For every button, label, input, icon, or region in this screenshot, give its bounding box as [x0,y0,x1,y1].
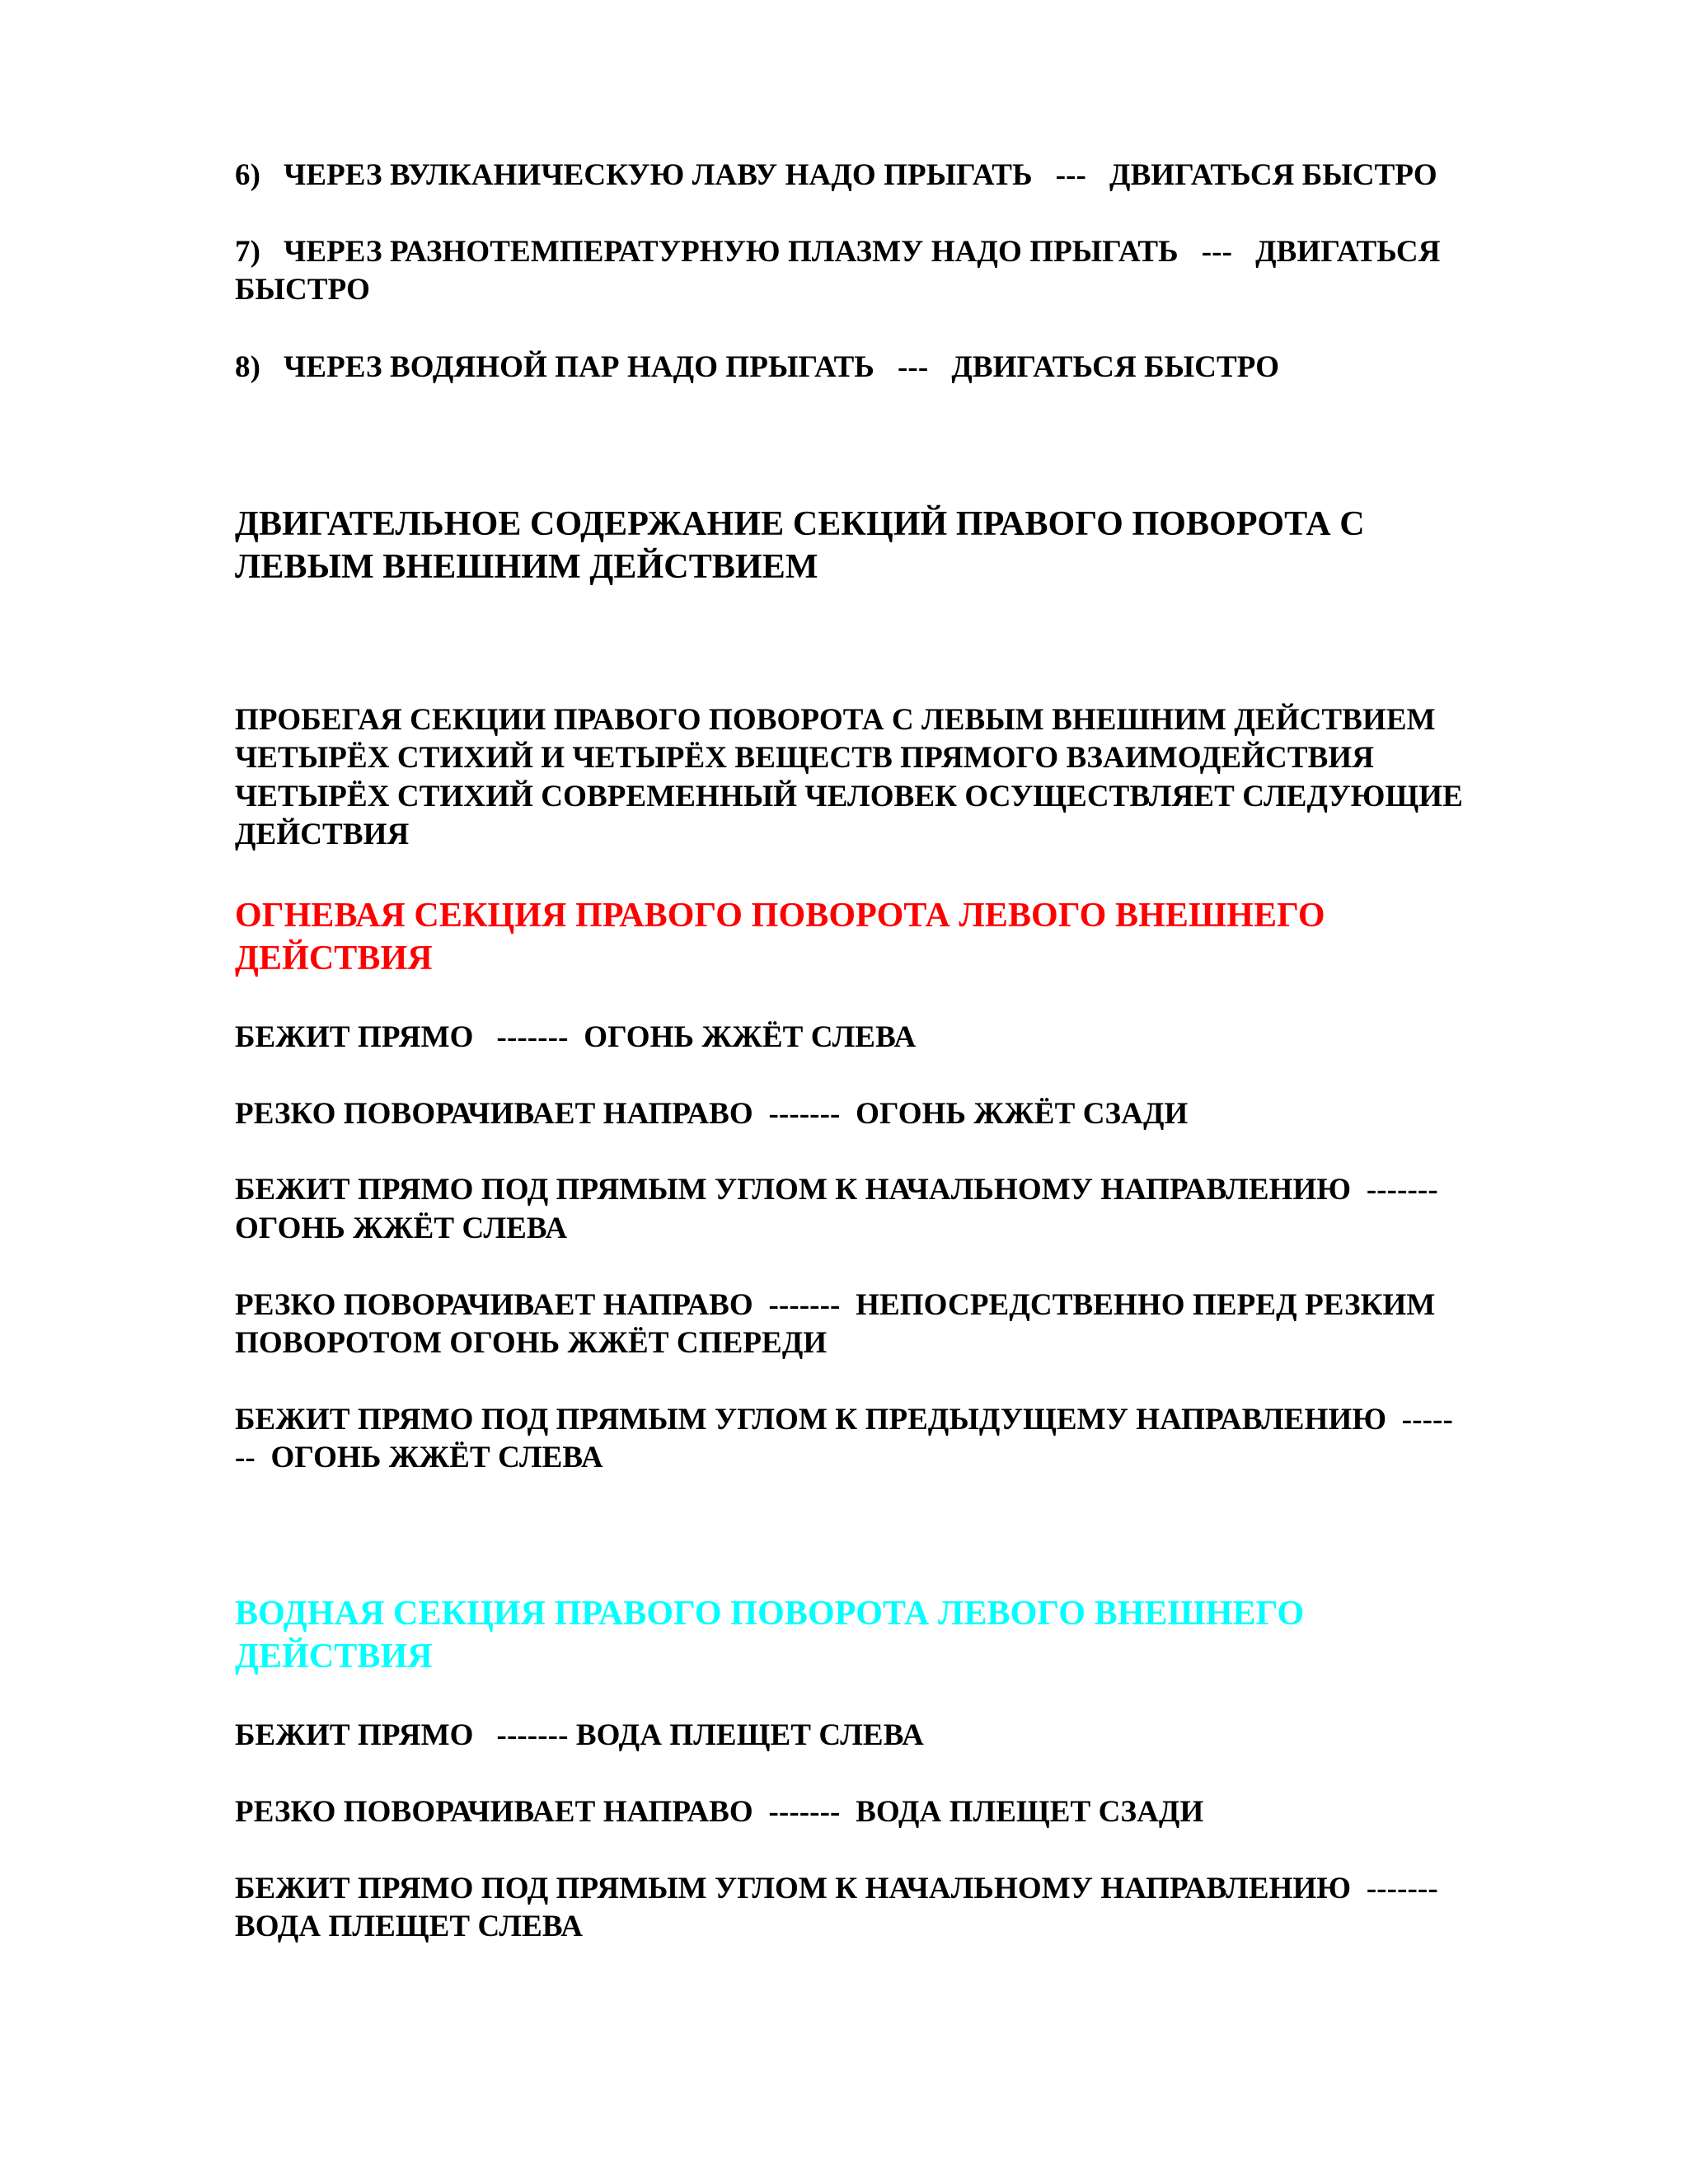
water-line-2: РЕЗКО ПОВОРАЧИВАЕТ НАПРАВО ------- ВОДА ПЛЕЩЕТ СЗАДИ [235,1795,1204,1829]
water-section-title-line-1: ВОДНАЯ СЕКЦИЯ ПРАВОГО ПОВОРОТА ЛЕВОГО ВНЕШНЕГО [235,1595,1305,1633]
list-item-6: 6) ЧЕРЕЗ ВУЛКАНИЧЕСКУЮ ЛАВУ НАДО ПРЫГАТЬ --- ДВИГАТЬСЯ БЫСТРО [235,158,1437,192]
water-line-3-continued: ВОДА ПЛЕЩЕТ СЛЕВА [235,1910,584,1943]
water-line-3: БЕЖИТ ПРЯМО ПОД ПРЯМЫМ УГЛОМ К НАЧАЛЬНОМУ НАПРАВЛЕНИЮ ------- [235,1872,1438,1905]
fire-line-3: БЕЖИТ ПРЯМО ПОД ПРЯМЫМ УГЛОМ К НАЧАЛЬНОМУ НАПРАВЛЕНИЮ ------- [235,1173,1438,1207]
section-heading-line-1: ДВИГАТЕЛЬНОЕ СОДЕРЖАНИЕ СЕКЦИЙ ПРАВОГО ПОВОРОТА С [235,505,1365,543]
fire-line-5: БЕЖИТ ПРЯМО ПОД ПРЯМЫМ УГЛОМ К ПРЕДЫДУЩЕМУ НАПРАВЛЕНИЮ ----- [235,1403,1453,1436]
fire-line-3-continued: ОГОНЬ ЖЖЁТ СЛЕВА [235,1212,568,1245]
intro-line-3: ЧЕТЫРЁХ СТИХИЙ СОВРЕМЕННЫЙ ЧЕЛОВЕК ОСУЩЕСТВЛЯЕТ СЛЕДУЮЩИЕ [235,780,1463,813]
water-line-1: БЕЖИТ ПРЯМО ------- ВОДА ПЛЕЩЕТ СЛЕВА [235,1718,924,1752]
fire-line-5-continued: -- ОГОНЬ ЖЖЁТ СЛЕВА [235,1441,603,1474]
list-item-7: 7) ЧЕРЕЗ РАЗНОТЕМПЕРАТУРНУЮ ПЛАЗМУ НАДО ПРЫГАТЬ --- ДВИГАТЬСЯ [235,235,1441,269]
section-heading-line-2: ЛЕВЫМ ВНЕШНИМ ДЕЙСТВИЕМ [235,548,818,586]
fire-line-1: БЕЖИТ ПРЯМО ------- ОГОНЬ ЖЖЁТ СЛЕВА [235,1020,917,1054]
intro-line-2: ЧЕТЫРЁХ СТИХИЙ И ЧЕТЫРЁХ ВЕЩЕСТВ ПРЯМОГО ВЗАИМОДЕЙСТВИЯ [235,741,1375,775]
fire-line-2: РЕЗКО ПОВОРАЧИВАЕТ НАПРАВО ------- ОГОНЬ ЖЖЁТ СЗАДИ [235,1097,1189,1131]
fire-section-title-line-1: ОГНЕВАЯ СЕКЦИЯ ПРАВОГО ПОВОРОТА ЛЕВОГО ВНЕШНЕГО [235,897,1325,935]
fire-line-4-continued: ПОВОРОТОМ ОГОНЬ ЖЖЁТ СПЕРЕДИ [235,1326,828,1360]
intro-line-4: ДЕЙСТВИЯ [235,818,410,851]
fire-line-4: РЕЗКО ПОВОРАЧИВАЕТ НАПРАВО ------- НЕПОСРЕДСТВЕННО ПЕРЕД РЕЗКИМ [235,1288,1436,1322]
water-section-title-line-2: ДЕЙСТВИЯ [235,1638,433,1675]
fire-section-title-line-2: ДЕЙСТВИЯ [235,940,433,977]
intro-line-1: ПРОБЕГАЯ СЕКЦИИ ПРАВОГО ПОВОРОТА С ЛЕВЫМ ВНЕШНИМ ДЕЙСТВИЕМ [235,703,1436,737]
list-item-8: 8) ЧЕРЕЗ ВОДЯНОЙ ПАР НАДО ПРЫГАТЬ --- ДВИГАТЬСЯ БЫСТРО [235,350,1280,384]
list-item-7-continued: БЫСТРО [235,273,370,307]
